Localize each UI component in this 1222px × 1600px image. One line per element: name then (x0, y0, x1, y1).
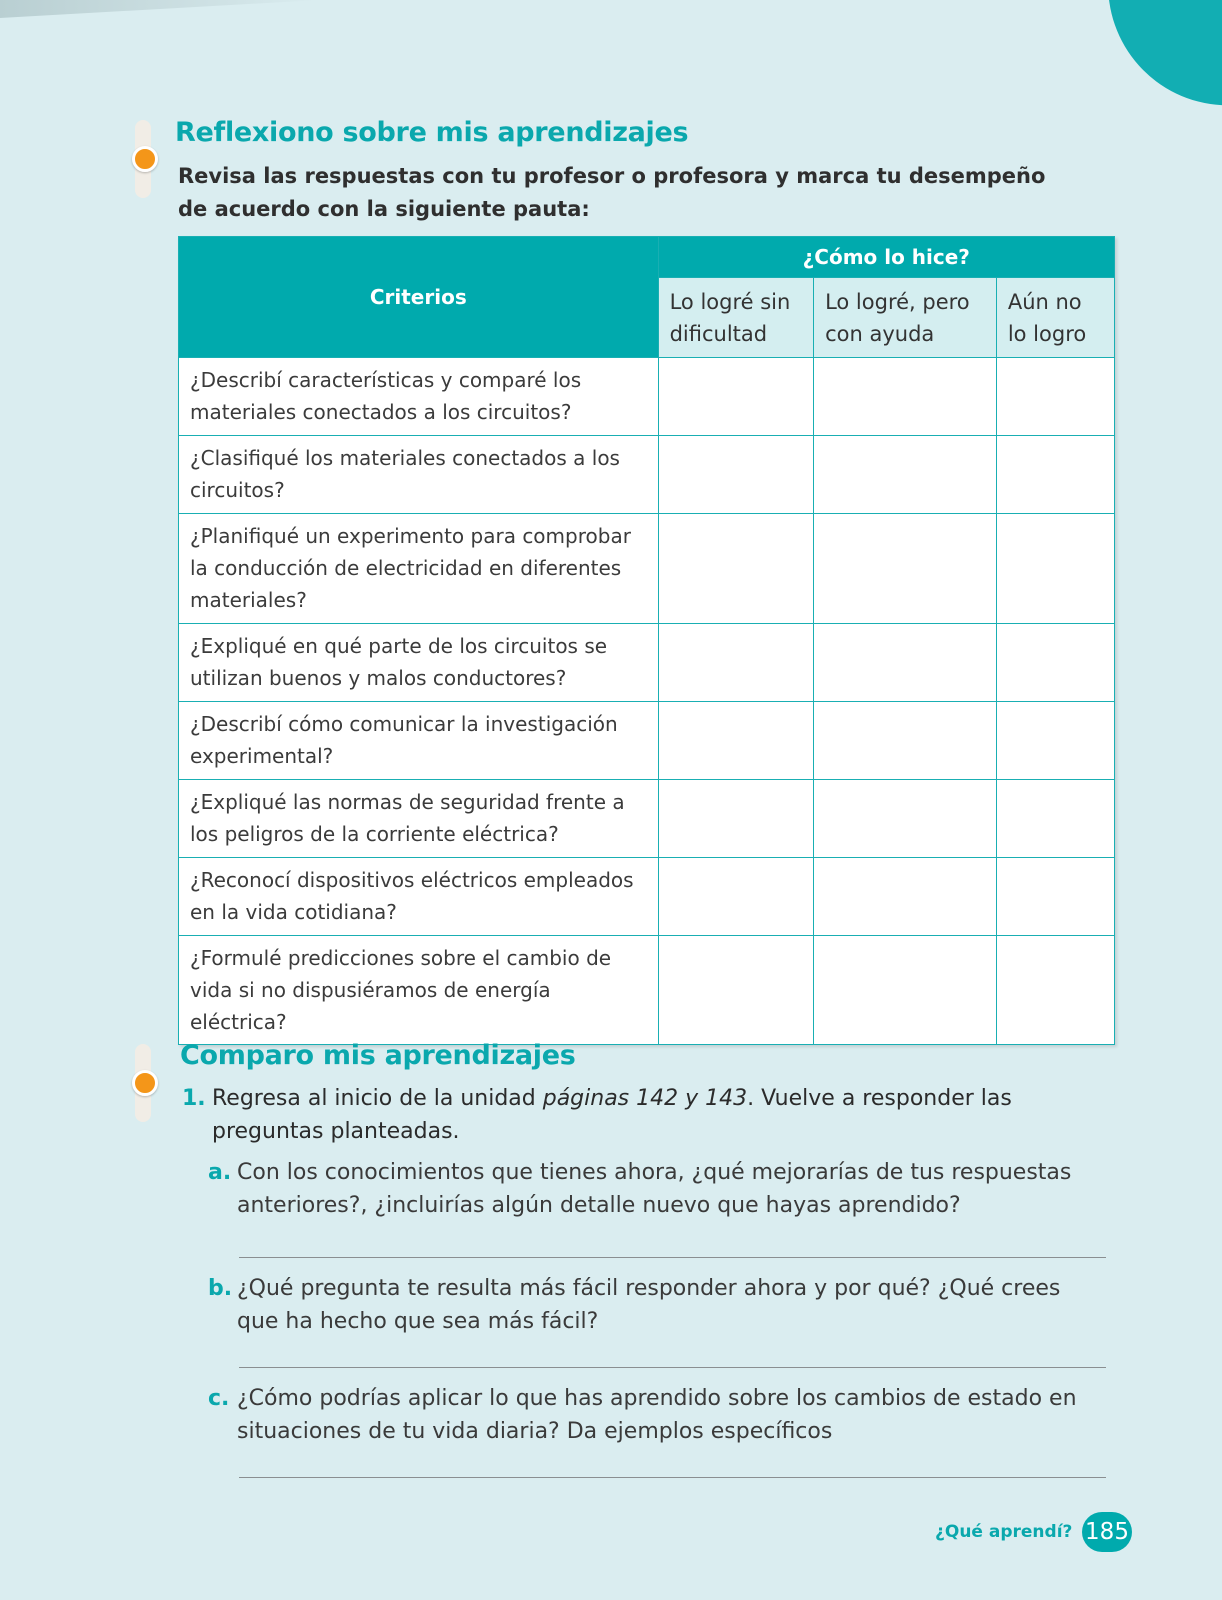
mark-cell[interactable] (996, 936, 1114, 1045)
how-did-i-do-header: ¿Cómo lo hice? (658, 237, 1114, 278)
table-row (179, 624, 1115, 702)
table-row (179, 514, 1115, 624)
mark-cell[interactable] (658, 436, 813, 514)
mark-cell[interactable] (814, 780, 997, 858)
table-row (179, 358, 1115, 436)
table-row (179, 936, 1115, 1045)
section-title-reflexiono: Reflexiono sobre mis aprendizajes (175, 117, 689, 148)
criterion-text: ¿Planifiqué un experimento para comprobar la conducción de electricidad en diferentes materiales? (179, 514, 659, 624)
answer-line[interactable] (239, 1477, 1106, 1478)
table-row (179, 858, 1115, 936)
item-text: Con los conocimientos que tienes ahora, ¿qué mejorarías de tus respuestas anteriores?, ¿incluirías algún detalle nuevo que hayas aprendido? (237, 1160, 1072, 1218)
mark-cell[interactable] (814, 624, 997, 702)
answer-line[interactable] (239, 1367, 1106, 1368)
list-item (208, 1156, 1108, 1222)
mark-cell[interactable] (658, 858, 813, 936)
section-title-comparo: Comparo mis aprendizajes (180, 1040, 576, 1071)
criterion-text: ¿Formulé predicciones sobre el cambio de vida si no dispusiéramos de energía eléctrica? (179, 936, 659, 1045)
mark-cell[interactable] (658, 702, 813, 780)
criterion-text: ¿Describí características y comparé los materiales conectados a los circuitos? (179, 358, 659, 436)
item-text: ¿Cómo podrías aplicar lo que has aprendido sobre los cambios de estado en situaciones de tu vida diaria? Da ejemplos específicos (237, 1386, 1077, 1444)
section-intro: Revisa las respuestas con tu profesor o profesora y marca tu desempeño de acuerdo con la siguiente pauta: (178, 164, 1046, 221)
table-row (179, 780, 1115, 858)
mark-cell[interactable] (996, 358, 1114, 436)
column-header-con-ayuda: Lo logré, pero con ayuda (814, 278, 997, 358)
column-header-aun-no: Aún no lo logro (996, 278, 1114, 358)
mark-cell[interactable] (996, 858, 1114, 936)
criterion-text: ¿Reconocí dispositivos eléctricos empleados en la vida cotidiana? (179, 858, 659, 936)
footer-label: ¿Qué aprendí? (935, 1522, 1073, 1542)
mark-cell[interactable] (996, 514, 1114, 624)
mark-cell[interactable] (658, 624, 813, 702)
mark-cell[interactable] (814, 358, 997, 436)
criterion-text: ¿Expliqué las normas de seguridad frente a los peligros de la corriente eléctrica? (179, 780, 659, 858)
mark-cell[interactable] (996, 780, 1114, 858)
mark-cell[interactable] (814, 514, 997, 624)
item-letter: b. (208, 1276, 233, 1301)
mark-cell[interactable] (814, 702, 997, 780)
mark-cell[interactable] (996, 624, 1114, 702)
mark-cell[interactable] (814, 858, 997, 936)
criterion-text: ¿Describí cómo comunicar la investigación experimental? (179, 702, 659, 780)
list-item (182, 1082, 1112, 1148)
item-text: Regresa al inicio de la unidad páginas 142 y 143. Vuelve a responder las preguntas planteadas. (212, 1086, 1012, 1144)
item-number: 1. (182, 1086, 206, 1111)
item-letter: a. (208, 1160, 232, 1185)
list-item (208, 1382, 1108, 1448)
corner-decoration (1100, 0, 1222, 121)
column-header-sin-dificultad: Lo logré sin dificultad (658, 278, 813, 358)
criterion-text: ¿Expliqué en qué parte de los circuitos se utilizan buenos y malos conductores? (179, 624, 659, 702)
answer-line[interactable] (239, 1257, 1106, 1258)
mark-cell[interactable] (658, 358, 813, 436)
section-marker (132, 1044, 154, 1122)
mark-cell[interactable] (658, 780, 813, 858)
item-letter: c. (208, 1386, 230, 1411)
list-item (208, 1272, 1108, 1338)
criterion-text: ¿Clasifiqué los materiales conectados a los circuitos? (179, 436, 659, 514)
table-row (179, 702, 1115, 780)
mark-cell[interactable] (814, 936, 997, 1045)
page-number: 185 (1082, 1512, 1132, 1552)
mark-cell[interactable] (996, 436, 1114, 514)
mark-cell[interactable] (658, 514, 813, 624)
item-text: ¿Qué pregunta te resulta más fácil responder ahora y por qué? ¿Qué crees que ha hecho que sea más fácil? (237, 1276, 1061, 1334)
criteria-header: Criterios (179, 237, 659, 358)
orange-dot-icon (132, 146, 158, 172)
activity-list (182, 1082, 1112, 1148)
table-row (179, 436, 1115, 514)
mark-cell[interactable] (996, 702, 1114, 780)
section-marker (132, 120, 154, 198)
rubric-table (178, 236, 1115, 1045)
mark-cell[interactable] (814, 436, 997, 514)
orange-dot-icon (132, 1070, 158, 1096)
top-left-decoration (0, 0, 320, 18)
mark-cell[interactable] (658, 936, 813, 1045)
